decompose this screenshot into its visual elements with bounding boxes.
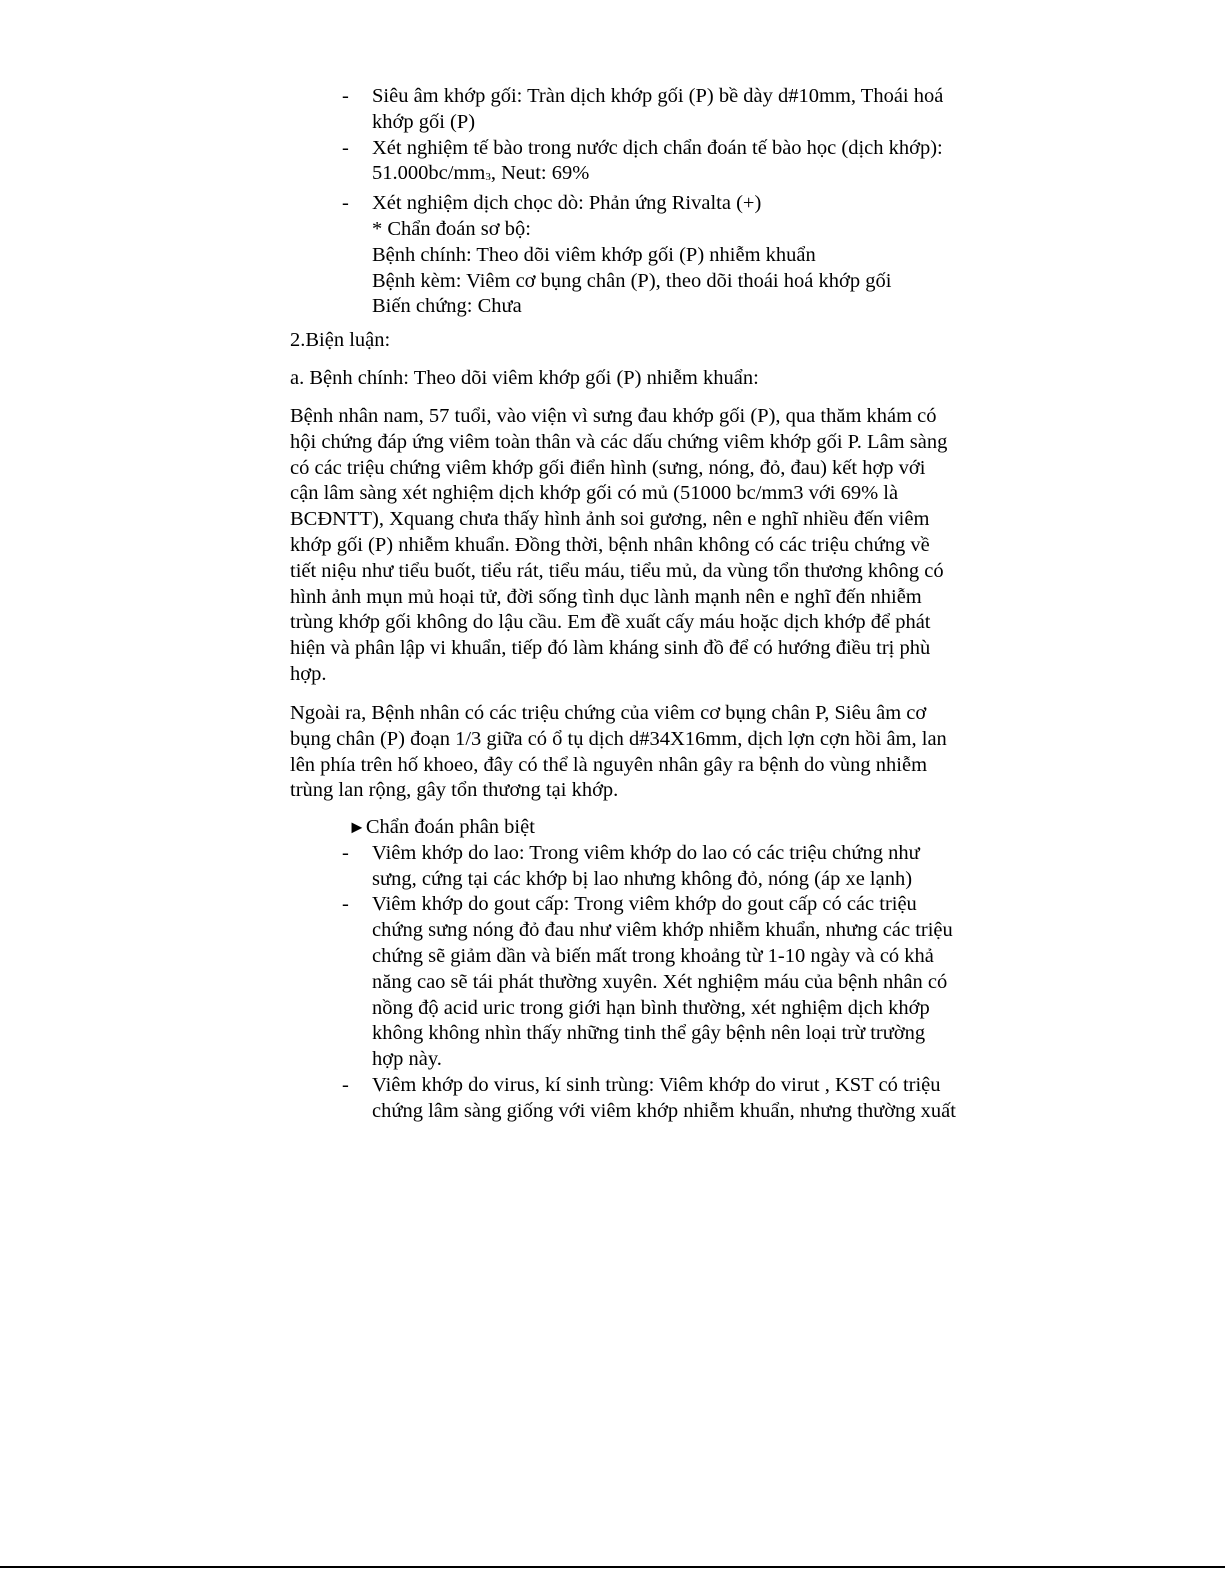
list-item — [340, 892, 970, 1073]
section-heading: 2.Biện luận: — [290, 329, 391, 351]
findings-list — [340, 84, 970, 320]
text-line: năng cao sẽ tái phát thường xuyên. Xét nghiệm máu của bệnh nhân có — [372, 970, 948, 993]
text-line: Ngoài ra, Bệnh nhân có các triệu chứng của viêm cơ bụng chân P, Siêu âm cơ — [290, 702, 927, 724]
text-line: Viêm khớp do lao: Trong viêm khớp do lao có các triệu chứng như — [372, 841, 920, 864]
text-line: Viêm khớp do virus, kí sinh trùng: Viêm khớp do virut , KST có triệu — [372, 1073, 941, 1096]
diagnosis-main: Bệnh chính: Theo dõi viêm khớp gối (P) nhiễm khuẩn — [372, 243, 816, 266]
page-bottom-border — [0, 1566, 1225, 1568]
diagnosis-complication: Biến chứng: Chưa — [372, 295, 522, 318]
list-item — [340, 84, 970, 136]
list-item — [340, 1073, 970, 1125]
additional-paragraph — [290, 701, 970, 804]
differential-title-text: Chẩn đoán phân biệt — [365, 816, 535, 838]
text-line: hình ảnh mụn mủ hoại tử, đời sống tình dục lành mạnh nên e nghĩ đến nhiễm — [290, 585, 922, 608]
list-item — [340, 841, 970, 893]
text-line: nồng độ acid uric trong giới hạn bình thường, xét nghiệm dịch khớp — [372, 996, 930, 1019]
text-line: hợp. — [290, 662, 327, 685]
list-item — [340, 136, 970, 192]
text-line: Bệnh nhân nam, 57 tuổi, vào viện vì sưng đau khớp gối (P), qua thăm khám có — [290, 405, 937, 427]
sub-heading: a. Bệnh chính: Theo dõi viêm khớp gối (P) nhiễm khuẩn: — [290, 367, 759, 389]
diagnosis-comorbid: Bệnh kèm: Viêm cơ bụng chân (P), theo dõi thoái hoá khớp gối — [372, 269, 892, 292]
bullet-dash: - — [342, 85, 349, 107]
text-line: BCĐNTT), Xquang chưa thấy hình ảnh soi gương, nên e nghĩ nhiều đến viêm — [290, 508, 930, 531]
bullet-dash: - — [342, 136, 349, 159]
text-line: Siêu âm khớp gối: Tràn dịch khớp gối (P) bề dày d#10mm, Thoái hoá — [372, 85, 944, 107]
preliminary-diagnosis — [340, 217, 970, 320]
text-line: lên phía trên hố khoeo, đây có thể là nguyên nhân gây ra bệnh do vùng nhiễm — [290, 753, 928, 776]
text-line: khớp gối (P) nhiễm khuẩn. Đồng thời, bệnh nhân không có các triệu chứng về — [290, 533, 930, 556]
text-line: cận lâm sàng xét nghiệm dịch khớp gối có mủ (51000 bc/mm3 với 69% là — [290, 482, 899, 505]
text-line: hội chứng đáp ứng viêm toàn thân và các dấu chứng viêm khớp gối P. Lâm sàng — [290, 430, 948, 453]
bullet-dash: - — [342, 841, 349, 864]
text-line: Viêm khớp do gout cấp: Trong viêm khớp do gout cấp có các triệu — [372, 893, 917, 916]
text-line — [372, 161, 970, 191]
text-line: chứng sưng nóng đỏ đau như viêm khớp nhiễm khuẩn, nhưng các triệu — [372, 919, 953, 942]
text-line: hợp này. — [372, 1048, 442, 1071]
diagnosis-title: * Chẩn đoán sơ bộ: — [372, 217, 531, 240]
text-line: bụng chân (P) đoạn 1/3 giữa có ổ tụ dịch d#34X16mm, dịch lợn cợn hồi âm, lan — [290, 727, 947, 750]
text-line: hiện và phân lập vi khuẩn, tiếp đó làm kháng sinh đồ để có hướng điều trị phù — [290, 637, 931, 660]
text-line: chứng sẽ giảm dần và biến mất trong khoảng từ 1-10 ngày và có khả — [372, 944, 934, 967]
subscript: 3 — [485, 171, 491, 184]
text-line: trùng khớp gối không do lậu cầu. Em đề xuất cấy máu hoặc dịch khớp để phát — [290, 611, 931, 634]
bullet-dash: - — [342, 192, 349, 215]
text-line: sưng, cứng tại các khớp bị lao nhưng không đỏ, nóng (áp xe lạnh) — [372, 867, 913, 890]
text-line: Xét nghiệm tế bào trong nước dịch chẩn đoán tế bào học (dịch khớp): — [372, 136, 943, 159]
differential-diagnosis — [340, 815, 970, 1125]
text-line: Xét nghiệm dịch chọc dò: Phản ứng Rivalta (+) — [372, 192, 762, 215]
discussion-paragraph — [290, 404, 970, 688]
text-span: 51.000bc/mm — [372, 162, 486, 185]
list-item — [340, 191, 970, 217]
text-span: , Neut: 69% — [490, 162, 590, 185]
arrow-right-icon: ► — [348, 817, 366, 837]
differential-title — [340, 815, 970, 841]
text-line: có các triệu chứng viêm khớp gối điển hình (sưng, nóng, đỏ, đau) kết hợp với — [290, 456, 926, 479]
bullet-dash: - — [342, 893, 349, 916]
text-line: tiết niệu như tiểu buốt, tiểu rát, tiểu máu, tiểu mủ, da vùng tổn thương không có — [290, 559, 944, 582]
text-line: không không nhìn thấy những tinh thể gây bệnh nên loại trừ trường — [372, 1022, 926, 1045]
bullet-dash: - — [342, 1073, 349, 1096]
text-line: chứng lâm sàng giống với viêm khớp nhiễm khuẩn, nhưng thường xuất — [372, 1099, 956, 1122]
text-line: trùng lan rộng, gây tổn thương tại khớp. — [290, 779, 619, 802]
text-line: khớp gối (P) — [372, 110, 476, 133]
